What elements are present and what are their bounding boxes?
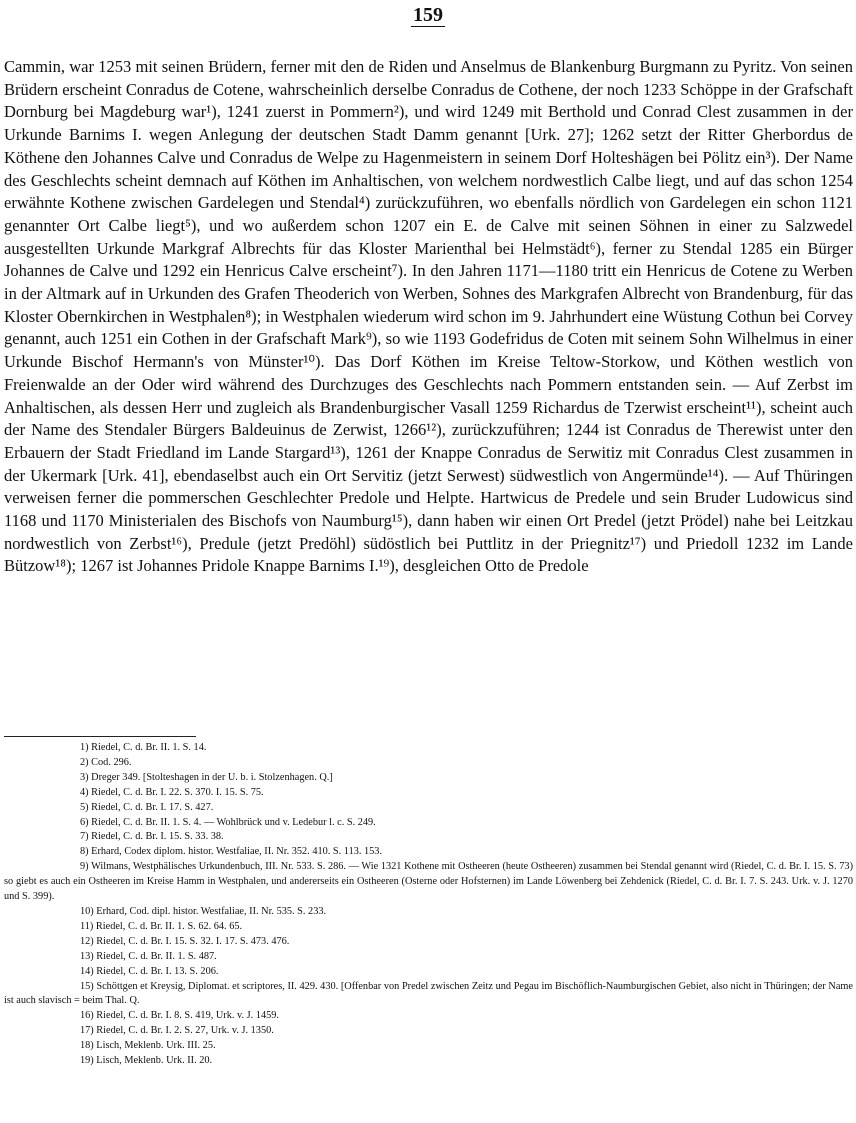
footnote: 15) Schöttgen et Kreysig, Diplomat. et scriptores, II. 429. 430. [Offenbar von Predel zwischen Zeitz und Pegau im Bischöflich-Naumburgischen Gebiet, also nicht in Thüringen; der Name ist auch slavisch = beim Thal. Q. bbox=[4, 980, 853, 1007]
footnote: 17) Riedel, C. d. Br. I. 2. S. 27, Urk. v. J. 1350. bbox=[80, 1025, 274, 1037]
page-number: 159 bbox=[413, 4, 443, 26]
footnote: 1) Riedel, C. d. Br. II. 1. S. 14. bbox=[80, 742, 207, 753]
body-paragraph: Cammin, war 1253 mit seinen Brüdern, ferner mit den de Riden und Anselmus de Blankenburg Burgmann zu Pyritz. Von seinen Brüdern erscheint Conradus de Cotene, wahrscheinlich derselbe Conradus de Cothene, der noch 1233 Schöppe in der Grafschaft Dornburg bei Magdeburg war¹), 1241 zuerst in Pommern²), und wird 1249 mit Berthold und Conrad Clest zusammen in der Urkunde Barnims I. wegen Anlegung der deutschen Stadt Damm genannt [Urk. 27]; 1262 setzt der Ritter Gherbordus de Köthene den Johannes Calve und Conradus de Welpe zu Hagenmeistern in seinem Dorf Holteshägen bei Pölitz ein³). Der Name des Geschlechts scheint demnach auf Köthen im Anhaltischen, von welchem nordwestlich Calbe liegt, und auf das schon 1254 erwähnte Kothene zwischen Gardelegen und Stendal⁴) zurückzuführen, wo ebenfalls nördlich von Gardelegen ein schon 1121 genannter Ort Calbe liegt⁵), und wo außerdem schon 1207 ein E. de Calve mit seinen Söhnen in einer zu Salzwedel ausgestellten Urkunde Markgraf Albrechts für das Kloster Marienthal bei Helmstädt⁶), ferner zu Stendal 1285 ein Bürger Johannes de Calve und 1292 ein Henricus Calve erscheint⁷). In den Jahren 1171—1180 tritt ein Henricus de Cotene zu Werben in der Altmark auf in Urkunden des Grafen Theoderich von Werben, Sohnes des Markgrafen Albrecht von Brandenburg, für das Kloster Obernkirchen in Westphalen⁸); in Westphalen wiederum wird schon im 9. Jahrhundert eine Wüstung Cothun bei Corvey genannt, auch 1251 ein Cothen in der Grafschaft Mark⁹), so wie 1193 Godefridus de Coten mit seinem Sohn Wilhelmus in einer Urkunde Bischof Hermann's von Münster¹⁰). Das Dorf Köthen im Kreise Teltow-Storkow, und Köthen westlich von Freienwalde an der Oder wird während des Durchzuges des Geschlechts nach Pommern entstanden sein. — Auf Zerbst im Anhaltischen, als dessen Herr und zugleich als Brandenburgischer Vasall 1259 Richardus de Tzerwist erscheint¹¹), scheint auch der Name des Stendaler Bürgers Baldeuinus de Zerwist, 1266¹²), zurückzuführen; 1244 ist Conradus de Therewist unter den Erbauern der Stadt Friedland im Lande Stargard¹³), 1261 der Knappe Conradus de Serwitiz mit Conradus Clest zusammen in der Ukermark [Urk. 41], ebendaselbst auch ein Ort Servitiz (jetzt Serwest) südwestlich von Angermünde¹⁴). — Auf Thüringen verweisen ferner die pommerschen Geschlechter Predole und Helpte. Hartwicus de Predele und sein Bruder Ludowicus sind 1168 und 1170 Ministerialen des Bischofs von Naumburg¹⁵), dann haben wir einen Ort Predel (jetzt Prödel) nahe bei Leitzkau nordwestlich von Zerbst¹⁶), Predule (jetzt Predöhl) südöstlich bei Puttlitz in der Priegnitz¹⁷) und Priedoll 1232 im Lande Bützow¹⁸); 1267 ist Johannes Pridole Knappe Barnims I.¹⁹), desgleichen Otto de Predole bbox=[4, 57, 853, 576]
footnote: 9) Wilmans, Westphälisches Urkundenbuch, III. Nr. 533. S. 286. — Wie 1321 Kothene mit Ostheeren (heute Ostheeren) zusammen bei Stendal genannt wird (Riedel, C. d. Br. I. 15. S. 73) so giebt es auch ein Ostheeren im Kreise Hamm in Westphalen, und andererseits ein Ostheeren (Osterne oder Hofsternen) im Lande Löwenberg bei Zehdenick (Riedel, C. d. Br. I. 7. S. 243. Urk. v. J. 1270 und S. 399). bbox=[4, 861, 853, 903]
footnote: 4) Riedel, C. d. Br. I. 22. S. 370. I. 15. S. 75. bbox=[80, 786, 264, 798]
footnote: 16) Riedel, C. d. Br. I. 8. S. 419, Urk. v. J. 1459. bbox=[80, 1010, 279, 1022]
footnote: 18) Lisch, Meklenb. Urk. III. 25. bbox=[80, 1040, 216, 1052]
footnote: 12) Riedel, C. d. Br. I. 15. S. 32. I. 17. S. 473. 476. bbox=[80, 935, 290, 947]
footnote: 5) Riedel, C. d. Br. I. 17. S. 427. bbox=[80, 801, 214, 813]
footnote: 2) Cod. 296. bbox=[80, 756, 132, 768]
footnote: 7) Riedel, C. d. Br. I. 15. S. 33. 38. bbox=[80, 831, 224, 843]
footnote: 8) Erhard, Codex diplom. histor. Westfaliae, II. Nr. 352. 410. S. 113. 153. bbox=[80, 846, 383, 858]
footnote: 19) Lisch, Meklenb. Urk. II. 20. bbox=[80, 1055, 213, 1067]
footnote: 14) Riedel, C. d. Br. I. 13. S. 206. bbox=[80, 965, 219, 977]
footnote: 13) Riedel, C. d. Br. II. 1. S. 487. bbox=[80, 950, 217, 962]
footnote: 11) Riedel, C. d. Br. II. 1. S. 62. 64. 65. bbox=[80, 920, 243, 932]
footnote: 6) Riedel, C. d. Br. II. 1. S. 4. — Wohlbrück und v. Ledebur l. c. S. 249. bbox=[80, 816, 376, 828]
footnote: 10) Erhard, Cod. dipl. histor. Westfaliae, II. Nr. 535. S. 233. bbox=[80, 905, 327, 917]
footnotes-list bbox=[4, 741, 853, 1069]
footnote: 3) Dreger 349. [Stolteshagen in der U. b. i. Stolzenhagen. Q.] bbox=[80, 771, 333, 783]
footnote-separator bbox=[4, 736, 196, 737]
